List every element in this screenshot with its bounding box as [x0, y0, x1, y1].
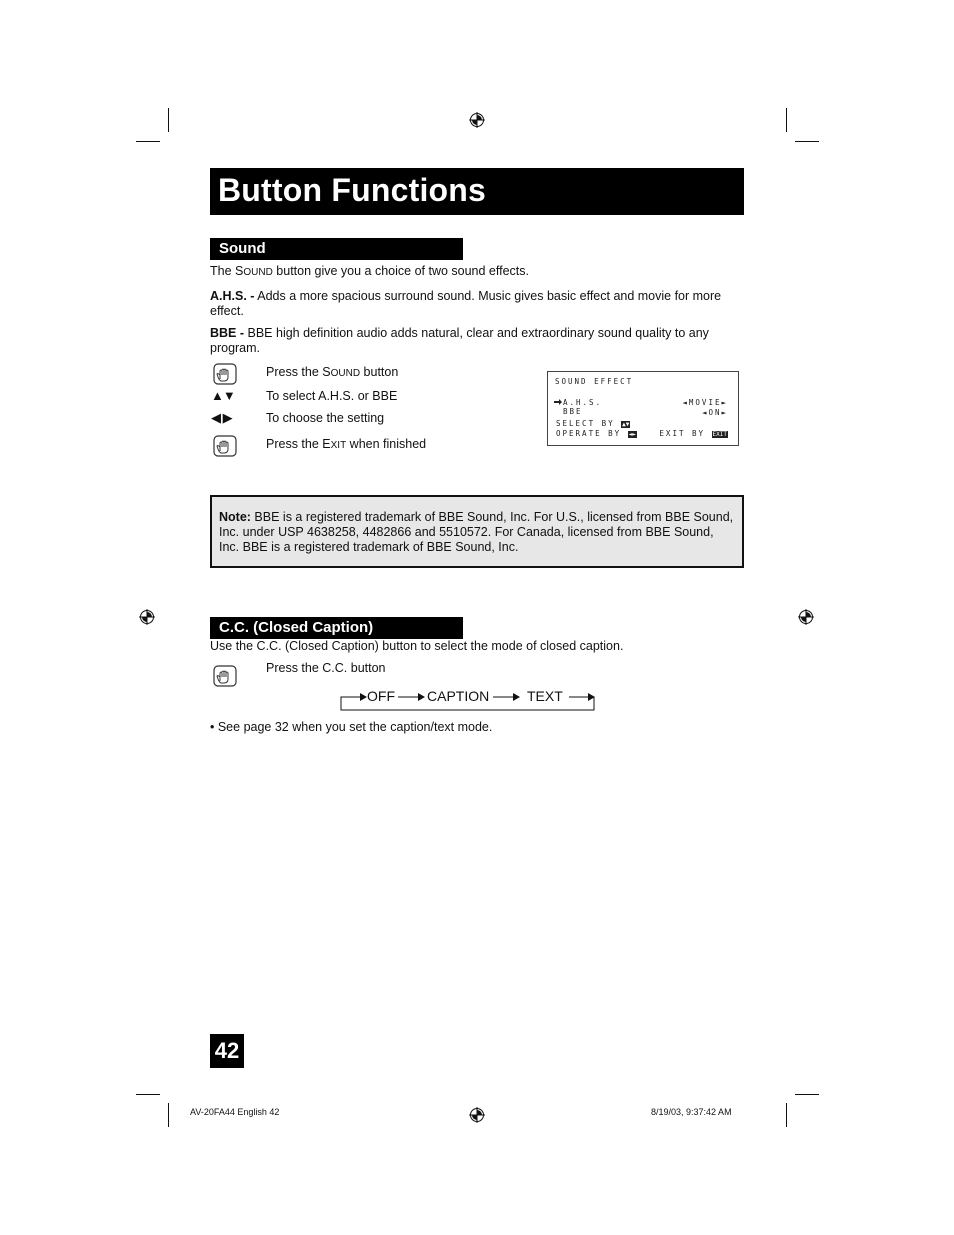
osd-bbe-value: ◄ON► [701, 408, 728, 417]
text: OUND [330, 368, 361, 379]
section-heading-text: C.C. (Closed Caption) [219, 619, 374, 636]
up-down-key-icon: ▲▼ [622, 421, 630, 428]
sound-effect-osd-screen [547, 371, 739, 446]
text: EXIT BY [659, 429, 706, 438]
cc-intro: Use the C.C. (Closed Caption) button to select the mode of closed caption. [210, 639, 624, 653]
term-label: A.H.S. - [210, 289, 255, 303]
text: when finished [346, 437, 427, 451]
crop-mark [795, 1094, 819, 1095]
flow-step-caption: CAPTION [427, 688, 490, 704]
page-number: 42 [210, 1034, 244, 1068]
text: The S [210, 264, 244, 278]
text: OPERATE BY [556, 429, 622, 438]
press-button-hand-icon [212, 664, 238, 688]
footer-timestamp: 8/19/03, 9:37:42 AM [651, 1107, 732, 1117]
note-box [210, 495, 744, 568]
osd-ahs-label: A.H.S. [563, 398, 603, 407]
up-down-arrows-icon: ▲▼ [211, 388, 235, 403]
text: Adds a more spacious surround sound. Music gives basic effect and movie for more effect. [210, 289, 722, 318]
text: SELECT BY [556, 419, 615, 428]
registration-mark-icon [798, 609, 814, 625]
registration-mark-icon [139, 609, 155, 625]
step-press-exit [266, 437, 426, 451]
text: Press the S [266, 365, 331, 379]
text: button [360, 365, 399, 379]
crop-mark [786, 1103, 787, 1127]
osd-bbe-label: BBE [563, 407, 583, 416]
term-label: BBE - [210, 326, 245, 340]
step-press-sound [266, 365, 398, 379]
flow-step-text: TEXT [527, 688, 563, 704]
registration-mark-icon [469, 1107, 485, 1123]
cc-bullet-note: • See page 32 when you set the caption/text mode. [210, 720, 493, 734]
osd-title: SOUND EFFECT [555, 377, 634, 386]
osd-exit-row [659, 429, 728, 438]
sound-intro [210, 264, 740, 280]
text: Press the E [266, 437, 331, 451]
text: button give you a choice of two sound effects. [272, 264, 529, 278]
press-button-hand-icon [212, 434, 238, 458]
flow-step-off: OFF [367, 688, 395, 704]
text: BBE is a registered trademark of BBE Sound, Inc. For U.S., licensed from BBE Sound, Inc. under USP 4638258, 4482866 and 5510572. For Canada, licensed from BBE Sound, Inc. BBE is a registered trademark of BBE Sound, Inc. [219, 510, 734, 554]
left-right-arrows-icon: ◀ ▶ [211, 410, 232, 425]
crop-mark [136, 141, 160, 142]
press-button-hand-icon [212, 362, 238, 386]
text: XIT [330, 440, 347, 451]
crop-mark [795, 141, 819, 142]
registration-mark-icon [469, 112, 485, 128]
caption-mode-cycle-diagram [340, 688, 596, 712]
text: OUND [243, 267, 273, 278]
step-choose: To choose the setting [266, 411, 385, 425]
step-select: To select A.H.S. or BBE [266, 389, 398, 403]
section-heading-sound [210, 238, 463, 260]
section-heading-text: Sound [219, 240, 266, 257]
hand-pointer-icon [553, 398, 562, 406]
crop-mark [786, 108, 787, 132]
crop-mark [168, 108, 169, 132]
left-right-key-icon: ◄► [628, 431, 636, 438]
osd-ahs-value: ◄MOVIE► [682, 398, 728, 407]
note-label: Note: [219, 510, 251, 524]
footer-file-info: AV-20FA44 English 42 [190, 1107, 280, 1117]
page-title: Button Functions [218, 172, 487, 208]
osd-select-row [556, 419, 630, 428]
note-text [219, 510, 734, 555]
crop-mark [136, 1094, 160, 1095]
step-press-cc: Press the C.C. button [266, 661, 386, 675]
section-heading-closed-caption [210, 617, 463, 639]
crop-mark [168, 1103, 169, 1127]
osd-operate-row [556, 429, 637, 438]
exit-key-icon: EXIT [712, 431, 727, 438]
page-title-bar [210, 168, 744, 215]
ahs-description [210, 289, 740, 319]
text: BBE high definition audio adds natural, clear and extraordinary sound quality to any program. [210, 326, 709, 355]
bbe-description [210, 326, 740, 356]
